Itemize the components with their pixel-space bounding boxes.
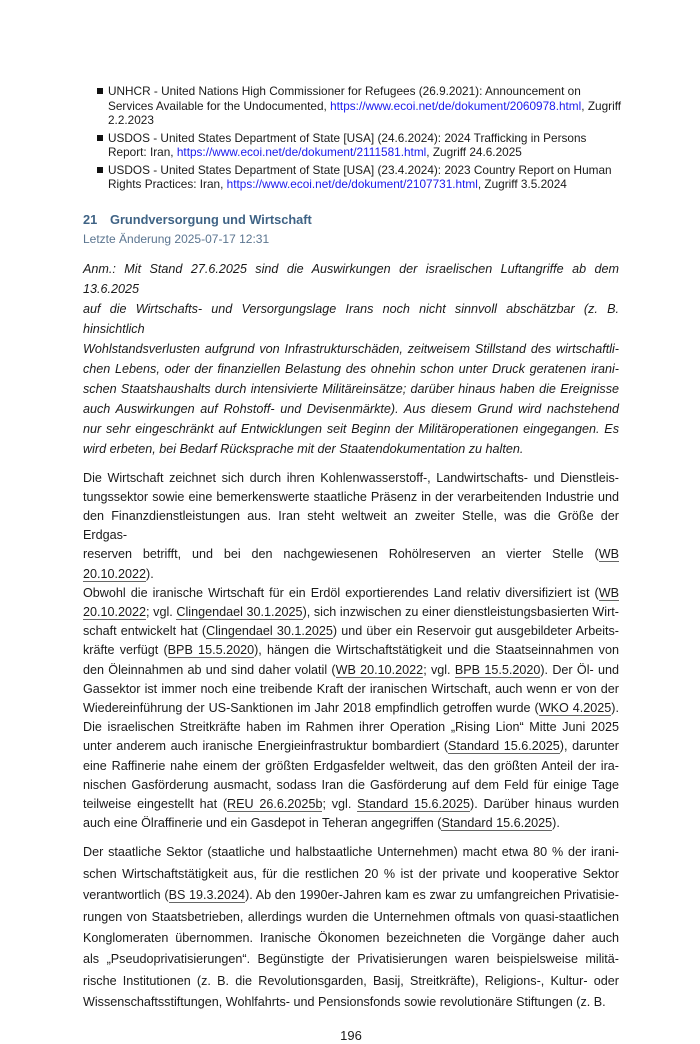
document-page [83,0,622,1044]
text-line [83,507,619,545]
note-paragraph [83,259,619,459]
text-line [83,776,619,795]
text-segment: auch Auswirkungen auf Rohstoff- und Devisenmärkte). Aus diesem Grund wird nachstehend [83,401,619,416]
text-line [83,699,619,718]
text-segment: Wiedereinführung der US-Sanktionen im Jahr 2018 empfindlich getroffen wurde ( [83,700,539,715]
citation-link[interactable]: Clingendael 30.1.2025 [176,604,303,619]
text-segment: ) und über ein Reservoir gut ausgebildeter Arbeits- [332,624,619,639]
text-line [83,584,619,603]
text-segment: Gassektor ist immer noch eine treibende Kraft der iranischen Wirtschaft, auch wenn er von der [83,681,619,696]
text-segment: rungen von Staatsbetrieben, allerdings wurden die Unternehmen oftmals von quasi-staatlichen [83,909,619,924]
text-segment: Wohlstandsverlusten aufgrund von Infrastrukturschäden, zeitweisem Stillstand des wirtschaftli- [83,341,619,356]
citation-link[interactable]: WB [598,585,619,600]
body-paragraph [83,842,619,1013]
text-segment: Konglomeraten übernommen. Iranische Ökonomen bezeichneten die Vorgänge daher auch [83,930,619,945]
text-segment: den Finanzdienstleistungen aus. Iran steht weltweit an zweiter Stelle, was die Größe der Erdgas- [83,508,619,543]
page-number: 196 [340,1027,362,1043]
text-line [83,814,619,833]
reference-link[interactable]: https://www.ecoi.net/de/dokument/2111581.html [176,145,427,159]
text-segment: schaft entwickelt hat ( [83,624,207,639]
text-segment: auch eine Ölraffinerie und ein Gasdepot in Teheran angegriffen ( [83,816,442,831]
reference-text: UNHCR - United Nations High Commissioner for Refugees (26.9.2021): Announcement on Services Available for the Undocumented, [108,84,581,113]
reference-item [97,131,622,160]
text-segment: auf die Wirtschafts- und Versorgungslage Irans noch nicht sinnvoll abschätzbar (z. B. hinsichtlich [83,301,619,336]
text-line [83,949,619,970]
text-segment: wird erbeten, bei Bedarf Rücksprache mit der Staatendokumentation zu halten. [83,441,524,456]
text-line [83,842,619,863]
text-segment: ). Der Öl- und [540,662,619,677]
text-segment: nischen Gasförderung ausmacht, sodass Iran die Gasförderung auf dem Feld für einige Tage [83,777,619,792]
citation-link[interactable]: Standard 15.6.2025 [448,739,560,754]
text-line [83,757,619,776]
bullet-icon [97,88,103,94]
text-line [83,399,619,419]
text-segment: teilweise eingestellt hat ( [83,796,228,811]
reference-access-date: , Zugriff 2.2.2023 [108,98,622,127]
section-body [83,259,619,1014]
text-segment: chen Lebens, oder der finanziellen Belastung des ohnehin schon unter Druck geratenen irani- [83,361,619,376]
text-line [83,718,619,737]
reference-access-date: , Zugriff 3.5.2024 [477,177,567,191]
text-segment: nur sehr eingeschränkt auf Entwicklungen seit Beginn der Militäroperationen eingegangen. Es [83,421,619,436]
text-line [83,907,619,928]
bullet-icon [97,167,103,173]
reference-link[interactable]: https://www.ecoi.net/de/dokument/2060978.html [330,98,582,113]
text-segment: ). Darüber hinaus wurden [470,796,619,811]
text-line [83,545,619,583]
text-segment: Anm.: Mit Stand 27.6.2025 sind die Auswirkungen der israelischen Luftangriffe ab dem 13.6.2025 [83,261,619,296]
text-line [83,603,619,622]
text-line [83,971,619,992]
text-segment: verantwortlich ( [83,888,169,903]
citation-link[interactable]: BS 19.3.2024 [168,888,246,903]
text-line [83,680,619,699]
citation-link[interactable]: 20.10.2022 [83,604,147,619]
citation-link[interactable]: WB 20.10.2022 [335,662,424,677]
text-line [83,359,619,379]
text-segment: ), darunter [559,739,620,754]
text-line [83,885,619,906]
text-line [83,488,619,507]
text-segment: eine Raffinerie nahe einem der größten Erdgasfelder weltweit, das den größten Anteil der ira- [83,758,619,773]
text-segment: ). Ab den 1990er-Jahren kam es zwar zu umfangreichen Privatisie- [245,888,619,903]
text-line [83,259,619,299]
text-segment: kräfte verfügt ( [83,643,168,658]
text-line [83,864,619,885]
text-segment: reserven betrifft, und bei den nachgewiesenen Rohölreserven an vierter Stelle ( [83,547,599,562]
text-segment: ; vgl. [423,662,455,677]
section-number: 21 [83,211,98,227]
reference-list [97,84,622,192]
reference-item [97,163,622,192]
text-line [83,379,619,399]
reference-text: USDOS - United States Department of State [USA] (23.4.2024): 2023 Country Report on Human Rights Practices: Iran, [108,162,612,191]
text-segment: schen Staatshaushalts durch intensivierte Militäreinsätze; darüber hinaus haben die Ereignisse [83,381,619,396]
citation-link[interactable]: REU 26.6.2025b [227,796,323,811]
text-segment: ; vgl. [146,604,177,619]
text-line [83,928,619,949]
reference-text: USDOS - United States Department of State [USA] (24.6.2024): 2024 Trafficking in Persons Report: Iran, [108,130,587,159]
reference-item [97,84,622,128]
text-segment: Die israelischen Streitkräfte haben im Rahmen ihrer Operation „Rising Lion“ Mitte Juni 2025 [83,720,619,735]
citation-link[interactable]: Clingendael 30.1.2025 [206,624,333,639]
text-segment: ), hängen die Wirtschaftstätigkeit und die Staatseinnahmen von [254,643,619,658]
text-segment: als „Pseudoprivatisierungen“. Begünstigte der Privatisierungen waren beispielsweise militä- [83,952,619,967]
text-line [83,469,619,488]
text-segment: rische Institutionen (z. B. die Revolutionsgarden, Basij, Streitkräfte), Religions-, Kultur- oder [83,973,619,988]
text-segment: ). [146,566,154,581]
section-heading [83,212,619,228]
citation-link[interactable]: BPB 15.5.2020 [454,662,541,677]
reference-access-date: , Zugriff 24.6.2025 [426,145,522,159]
text-segment: ), sich inzwischen zu einer dienstleistungsbasierten Wirt- [302,604,619,619]
citation-link[interactable]: WB 20.10.2022 [83,547,619,581]
text-segment: Die Wirtschaft zeichnet sich durch ihren Kohlenwasserstoff-, Landwirtschafts- und Dienstleis- [83,470,619,485]
bullet-icon [97,135,103,141]
text-segment: ; vgl. [322,796,358,811]
text-segment: tungssektor sowie eine bemerkenswerte staatliche Präsenz in der verarbeitenden Industrie und [83,489,619,504]
text-segment: ). [611,700,619,715]
text-line [83,299,619,339]
text-segment: unter anderem auch iranische Energieinfrastruktur bombardiert ( [83,739,449,754]
reference-link[interactable]: https://www.ecoi.net/de/dokument/2107731.html [226,177,478,191]
body-paragraph [83,469,619,834]
text-segment: ). [552,816,560,831]
text-line [83,795,619,814]
text-segment: schen Wirtschaftstätigkeit aus, für die restlichen 20 % ist der private und kooperative Sektor [83,866,619,881]
text-line [83,661,619,680]
text-line [83,339,619,359]
citation-link[interactable]: WKO 4.2025 [538,700,612,715]
text-line [83,439,619,459]
text-line [83,992,619,1013]
text-line [83,622,619,641]
citation-link[interactable]: Standard 15.6.2025 [441,816,553,831]
text-segment: Wissenschaftsstiftungen, Wohlfahrts- und Pensionsfonds sowie revolutionäre Stiftungen (z. B. [83,995,606,1010]
section-title: Grundversorgung und Wirtschaft [110,211,312,227]
text-segment: Obwohl die iranische Wirtschaft für ein Erdöl exportierendes Land relativ diversifiziert ist ( [83,585,599,600]
text-line [83,641,619,660]
text-segment: Der staatliche Sektor (staatliche und halbstaatliche Unternehmen) macht etwa 80 % der irani- [83,845,619,860]
citation-link[interactable]: Standard 15.6.2025 [357,796,471,811]
citation-link[interactable]: BPB 15.5.2020 [167,643,255,658]
text-segment: den Öleinnahmen ab und sind daher volatil ( [83,662,336,677]
last-change-date: Letzte Änderung 2025-07-17 12:31 [83,231,270,246]
text-line [83,737,619,756]
text-line [83,419,619,439]
